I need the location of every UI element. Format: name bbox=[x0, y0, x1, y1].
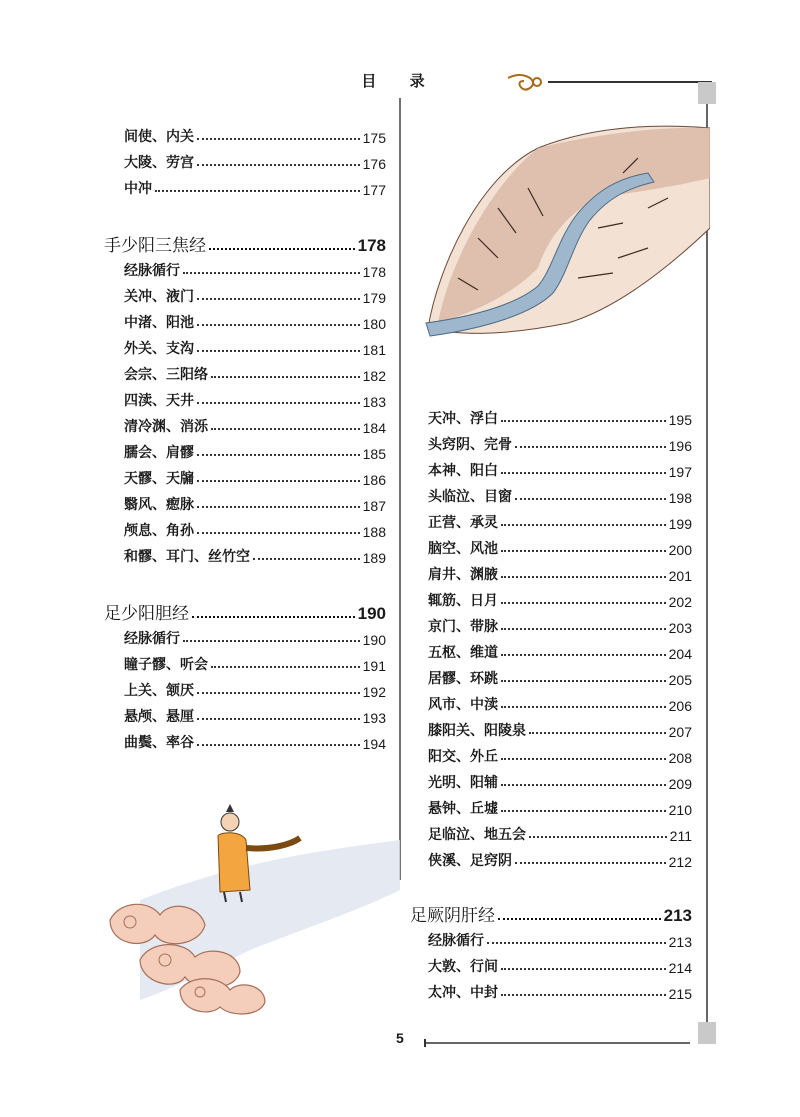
toc-dot-leader bbox=[501, 784, 666, 786]
toc-entry-title: 颅息、角孙 bbox=[124, 523, 194, 539]
toc-entry[interactable] bbox=[124, 466, 386, 488]
toc-entry-title: 足少阳胆经 bbox=[104, 604, 189, 624]
toc-dot-leader bbox=[501, 524, 666, 526]
toc-entry[interactable] bbox=[124, 730, 386, 752]
toc-entry[interactable] bbox=[124, 176, 386, 198]
toc-page-number: 201 bbox=[668, 568, 692, 584]
toc-page-number: 213 bbox=[668, 934, 692, 950]
toc-dot-leader bbox=[197, 402, 360, 404]
toc-dot-leader bbox=[501, 550, 666, 552]
toc-dot-leader bbox=[197, 350, 360, 352]
toc-dot-leader bbox=[501, 810, 666, 812]
toc-entry[interactable] bbox=[124, 362, 386, 384]
top-tab bbox=[698, 82, 716, 104]
toc-entry[interactable] bbox=[428, 406, 692, 428]
toc-entry-title: 手少阳三焦经 bbox=[104, 236, 206, 256]
toc-dot-leader bbox=[211, 666, 360, 668]
toc-entry[interactable] bbox=[428, 692, 692, 714]
toc-entry[interactable] bbox=[124, 124, 386, 146]
toc-entry-title: 经脉循行 bbox=[124, 263, 180, 279]
toc-dot-leader bbox=[501, 706, 666, 708]
bottom-tab bbox=[698, 1022, 716, 1044]
toc-entry-title: 辄筋、日月 bbox=[428, 593, 498, 609]
toc-entry-title: 经脉循行 bbox=[124, 631, 180, 647]
toc-page-number: 210 bbox=[668, 802, 692, 818]
toc-entry[interactable] bbox=[428, 718, 692, 740]
toc-dot-leader bbox=[487, 942, 666, 944]
toc-entry[interactable] bbox=[428, 848, 692, 870]
toc-entry-title: 居髎、环跳 bbox=[428, 671, 498, 687]
river-mountain-illustration bbox=[418, 118, 710, 350]
toc-entry[interactable] bbox=[428, 640, 692, 662]
toc-dot-leader bbox=[192, 616, 355, 618]
toc-page-number: 211 bbox=[669, 828, 692, 844]
toc-page-number: 208 bbox=[668, 750, 692, 766]
toc-dot-leader bbox=[501, 602, 666, 604]
toc-entry[interactable] bbox=[428, 770, 692, 792]
toc-entry-title: 头窍阴、完骨 bbox=[428, 437, 512, 453]
toc-dot-leader bbox=[183, 640, 360, 642]
page-number: 5 bbox=[396, 1030, 404, 1046]
toc-page-number: 189 bbox=[362, 550, 386, 566]
toc-entry-title: 和髎、耳门、丝竹空 bbox=[124, 549, 250, 565]
toc-dot-leader bbox=[197, 506, 360, 508]
toc-section-heading[interactable] bbox=[104, 598, 386, 624]
toc-dot-leader bbox=[197, 298, 360, 300]
toc-page-number: 203 bbox=[668, 620, 692, 636]
toc-page-number: 197 bbox=[668, 464, 692, 480]
toc-entry-title: 臑会、肩髎 bbox=[124, 445, 194, 461]
toc-entry[interactable] bbox=[124, 626, 386, 648]
toc-dot-leader bbox=[155, 190, 360, 192]
toc-entry[interactable] bbox=[428, 458, 692, 480]
toc-entry[interactable] bbox=[124, 492, 386, 514]
toc-page-number: 212 bbox=[668, 854, 692, 870]
toc-dot-leader bbox=[197, 454, 360, 456]
toc-page-number: 214 bbox=[668, 960, 692, 976]
toc-page-number: 206 bbox=[668, 698, 692, 714]
toc-entry[interactable] bbox=[124, 284, 386, 306]
toc-entry-title: 外关、支沟 bbox=[124, 341, 194, 357]
toc-page-number: 202 bbox=[668, 594, 692, 610]
toc-entry-title: 阳交、外丘 bbox=[428, 749, 498, 765]
toc-entry[interactable] bbox=[124, 678, 386, 700]
toc-dot-leader bbox=[253, 558, 360, 560]
toc-dot-leader bbox=[197, 744, 360, 746]
toc-entry[interactable] bbox=[124, 518, 386, 540]
toc-entry[interactable] bbox=[124, 704, 386, 726]
toc-dot-leader bbox=[197, 138, 360, 140]
toc-entry-title: 膝阳关、阳陵泉 bbox=[428, 723, 526, 739]
toc-entry[interactable] bbox=[124, 414, 386, 436]
toc-entry[interactable] bbox=[124, 544, 386, 566]
toc-entry-title: 上关、颔厌 bbox=[124, 683, 194, 699]
toc-page-number: 207 bbox=[668, 724, 692, 740]
toc-entry-title: 悬钟、丘墟 bbox=[428, 801, 498, 817]
toc-page-number: 193 bbox=[362, 710, 386, 726]
toc-entry-title: 瞳子髎、听会 bbox=[124, 657, 208, 673]
toc-section-heading[interactable] bbox=[410, 900, 692, 926]
toc-page-number: 186 bbox=[362, 472, 386, 488]
toc-page-number: 180 bbox=[362, 316, 386, 332]
toc-page-number: 179 bbox=[362, 290, 386, 306]
toc-dot-leader bbox=[501, 628, 666, 630]
toc-page-number: 185 bbox=[362, 446, 386, 462]
toc-entry-title: 曲鬓、率谷 bbox=[124, 735, 194, 751]
toc-entry-title: 京门、带脉 bbox=[428, 619, 498, 635]
toc-entry-title: 间使、内关 bbox=[124, 129, 194, 145]
toc-entry[interactable] bbox=[124, 150, 386, 172]
toc-dot-leader bbox=[501, 576, 666, 578]
toc-entry-title: 会宗、三阳络 bbox=[124, 367, 208, 383]
toc-entry-title: 正营、承灵 bbox=[428, 515, 498, 531]
toc-entry-title: 肩井、渊腋 bbox=[428, 567, 498, 583]
toc-dot-leader bbox=[529, 732, 666, 734]
toc-dot-leader bbox=[197, 532, 360, 534]
toc-entry-title: 中冲 bbox=[124, 181, 152, 197]
toc-entry-title: 侠溪、足窍阴 bbox=[428, 853, 512, 869]
toc-entry[interactable] bbox=[124, 336, 386, 358]
toc-page-number: 178 bbox=[362, 264, 386, 280]
toc-page-number: 190 bbox=[362, 632, 386, 648]
toc-dot-leader bbox=[211, 428, 360, 430]
toc-page-number: 178 bbox=[357, 236, 386, 255]
toc-entry[interactable] bbox=[428, 822, 692, 844]
toc-dot-leader bbox=[183, 272, 360, 274]
toc-dot-leader bbox=[501, 472, 666, 474]
toc-entry-title: 光明、阳辅 bbox=[428, 775, 498, 791]
toc-entry-title: 大敦、行间 bbox=[428, 959, 498, 975]
toc-dot-leader bbox=[501, 680, 666, 682]
toc-entry-title: 清冷渊、消泺 bbox=[124, 419, 208, 435]
toc-entry[interactable] bbox=[428, 928, 692, 950]
toc-page-number: 213 bbox=[663, 906, 692, 925]
toc-dot-leader bbox=[501, 654, 666, 656]
toc-page-number: 190 bbox=[357, 604, 386, 623]
toc-entry[interactable] bbox=[428, 614, 692, 636]
toc-entry[interactable] bbox=[428, 666, 692, 688]
toc-entry[interactable] bbox=[124, 652, 386, 674]
toc-entry[interactable] bbox=[428, 510, 692, 532]
toc-entry[interactable] bbox=[124, 310, 386, 332]
page-title: 目 录 bbox=[361, 72, 439, 90]
toc-entry-title: 经脉循行 bbox=[428, 933, 484, 949]
toc-entry[interactable] bbox=[428, 432, 692, 454]
toc-dot-leader bbox=[515, 498, 666, 500]
toc-dot-leader bbox=[197, 164, 360, 166]
toc-page-number: 175 bbox=[362, 130, 386, 146]
toc-dot-leader bbox=[501, 758, 666, 760]
toc-dot-leader bbox=[501, 420, 666, 422]
toc-page-number: 191 bbox=[362, 658, 386, 674]
toc-entry[interactable] bbox=[428, 562, 692, 584]
toc-entry-title: 天髎、天牖 bbox=[124, 471, 194, 487]
toc-dot-leader bbox=[209, 248, 355, 250]
toc-entry-title: 脑空、风池 bbox=[428, 541, 498, 557]
toc-page-number: 177 bbox=[362, 182, 386, 198]
toc-page-number: 195 bbox=[668, 412, 692, 428]
toc-entry-title: 天冲、浮白 bbox=[428, 411, 498, 427]
toc-page-number: 192 bbox=[362, 684, 386, 700]
toc-entry-title: 头临泣、目窗 bbox=[428, 489, 512, 505]
toc-entry-title: 太冲、中封 bbox=[428, 985, 498, 1001]
toc-page-number: 198 bbox=[668, 490, 692, 506]
toc-entry[interactable] bbox=[428, 588, 692, 610]
toc-dot-leader bbox=[211, 376, 360, 378]
toc-dot-leader bbox=[197, 480, 360, 482]
toc-dot-leader bbox=[529, 836, 667, 838]
toc-dot-leader bbox=[197, 718, 360, 720]
toc-section-heading[interactable] bbox=[104, 230, 386, 256]
toc-dot-leader bbox=[501, 994, 666, 996]
toc-page-number: 209 bbox=[668, 776, 692, 792]
toc-page-number: 205 bbox=[668, 672, 692, 688]
toc-entry-title: 本神、阳白 bbox=[428, 463, 498, 479]
toc-entry[interactable] bbox=[428, 484, 692, 506]
toc-page-number: 181 bbox=[362, 342, 386, 358]
toc-page-number: 199 bbox=[668, 516, 692, 532]
toc-entry-title: 足厥阴肝经 bbox=[410, 906, 495, 926]
toc-entry-title: 悬颅、悬厘 bbox=[124, 709, 194, 725]
toc-page-number: 182 bbox=[362, 368, 386, 384]
toc-entry[interactable] bbox=[428, 536, 692, 558]
header-ornament bbox=[508, 75, 712, 90]
toc-entry-title: 翳风、瘛脉 bbox=[124, 497, 194, 513]
toc-page-number: 200 bbox=[668, 542, 692, 558]
toc-page-number: 187 bbox=[362, 498, 386, 514]
toc-page-number: 184 bbox=[362, 420, 386, 436]
toc-dot-leader bbox=[515, 862, 666, 864]
toc-dot-leader bbox=[498, 918, 661, 920]
toc-entry-title: 足临泣、地五会 bbox=[428, 827, 526, 843]
toc-dot-leader bbox=[515, 446, 666, 448]
toc-page-number: 204 bbox=[668, 646, 692, 662]
toc-entry-title: 中渚、阳池 bbox=[124, 315, 194, 331]
toc-entry-title: 四渎、天井 bbox=[124, 393, 194, 409]
toc-entry[interactable] bbox=[428, 980, 692, 1002]
toc-entry[interactable] bbox=[124, 388, 386, 410]
toc-entry[interactable] bbox=[428, 744, 692, 766]
toc-dot-leader bbox=[501, 968, 666, 970]
toc-page-number: 215 bbox=[668, 986, 692, 1002]
toc-entry[interactable] bbox=[124, 258, 386, 280]
toc-entry-title: 五枢、维道 bbox=[428, 645, 498, 661]
toc-page-number: 176 bbox=[362, 156, 386, 172]
toc-page-number: 183 bbox=[362, 394, 386, 410]
toc-entry-title: 关冲、液门 bbox=[124, 289, 194, 305]
toc-dot-leader bbox=[197, 692, 360, 694]
figure-on-cloud-illustration bbox=[100, 800, 400, 1020]
toc-page-number: 188 bbox=[362, 524, 386, 540]
toc-page-number: 194 bbox=[362, 736, 386, 752]
toc-dot-leader bbox=[197, 324, 360, 326]
toc-entry-title: 风市、中渎 bbox=[428, 697, 498, 713]
toc-entry-title: 大陵、劳宫 bbox=[124, 155, 194, 171]
toc-entry[interactable] bbox=[428, 954, 692, 976]
toc-page-number: 196 bbox=[668, 438, 692, 454]
toc-entry[interactable] bbox=[428, 796, 692, 818]
toc-entry[interactable] bbox=[124, 440, 386, 462]
